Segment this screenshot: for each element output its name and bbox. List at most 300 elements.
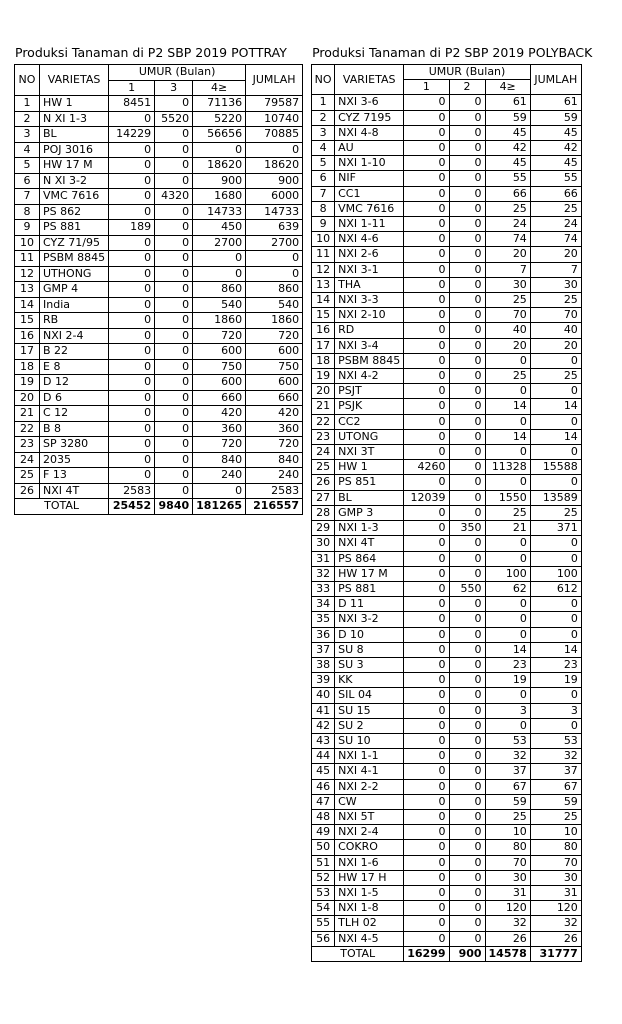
row-age-value: 25 [485,809,530,824]
row-age-value: 0 [449,809,485,824]
row-age-value: 0 [155,437,193,453]
row-varietas: RB [40,313,109,329]
row-jumlah: 420 [246,406,303,422]
table-row [312,460,582,475]
row-age-value: 42 [485,141,530,156]
row-age-value: 30 [485,277,530,292]
row-number: 19 [15,375,40,391]
row-age-value: 14 [485,399,530,414]
table-row [15,297,303,313]
row-age-value: 0 [109,390,155,406]
row-age-value: 0 [404,703,449,718]
row-age-value: 0 [449,597,485,612]
pottray-section [14,46,303,515]
row-number: 27 [312,490,335,505]
col-header-age-3: 3 [155,80,193,96]
row-age-value: 600 [193,375,246,391]
row-age-value: 55 [485,171,530,186]
row-age-value: 71136 [193,96,246,112]
row-age-value: 660 [193,390,246,406]
table-row [312,794,582,809]
row-varietas: NIF [335,171,404,186]
row-age-value: 0 [404,171,449,186]
row-age-value: 8451 [109,96,155,112]
row-varietas: HW 17 M [40,158,109,174]
table-row [15,406,303,422]
table-row [312,718,582,733]
table-row [312,688,582,703]
row-number: 7 [312,186,335,201]
row-age-value: 0 [404,262,449,277]
row-age-value: 14 [485,642,530,657]
row-jumlah: 25 [530,201,581,216]
row-age-value: 5520 [155,111,193,127]
row-jumlah: 360 [246,421,303,437]
row-number: 4 [15,142,40,158]
row-jumlah: 18620 [246,158,303,174]
row-number: 7 [15,189,40,205]
row-age-value: 10 [485,825,530,840]
row-age-value: 0 [404,916,449,931]
header-row [15,65,303,81]
row-number: 22 [312,414,335,429]
row-age-value: 0 [449,794,485,809]
row-jumlah: 70 [530,308,581,323]
row-number: 4 [312,141,335,156]
row-age-value: 19 [485,673,530,688]
row-age-value: 0 [449,399,485,414]
row-varietas: CYZ 7195 [335,110,404,125]
row-age-value: 0 [404,673,449,688]
row-varietas: COKRO [335,840,404,855]
row-number: 1 [312,95,335,110]
row-jumlah: 720 [246,328,303,344]
row-jumlah: 720 [246,437,303,453]
row-number: 24 [312,445,335,460]
row-age-value: 750 [193,359,246,375]
col-header-umur-group: UMUR (Bulan) [404,65,531,80]
row-age-value: 0 [449,460,485,475]
row-jumlah: 0 [530,597,581,612]
row-age-value: 0 [404,293,449,308]
table-row [312,612,582,627]
row-age-value: 0 [404,566,449,581]
row-number: 12 [15,266,40,282]
row-age-value: 0 [404,308,449,323]
row-age-value: 900 [193,173,246,189]
row-age-value: 0 [109,251,155,267]
row-varietas: PS 862 [40,204,109,220]
row-number: 16 [15,328,40,344]
pottray-title: Produksi Tanaman di P2 SBP 2019 POTTRAY [15,45,287,60]
polyback-section [311,46,592,962]
row-age-value: 0 [449,916,485,931]
table-row [15,421,303,437]
table-row [312,870,582,885]
row-varietas: VMC 7616 [335,201,404,216]
row-age-value: 240 [193,468,246,484]
col-header-age-2: 2 [449,80,485,95]
row-age-value: 0 [449,262,485,277]
row-age-value: 0 [404,414,449,429]
row-age-value: 25 [485,293,530,308]
row-age-value: 0 [449,414,485,429]
polyback-table-body [312,95,582,962]
table-row [312,536,582,551]
row-age-value: 0 [449,855,485,870]
total-age-value: 16299 [404,946,449,961]
row-age-value: 5220 [193,111,246,127]
row-age-value: 0 [485,536,530,551]
table-row [312,521,582,536]
row-age-value: 0 [155,142,193,158]
row-varietas: C 12 [40,406,109,422]
row-varietas: NXI 3T [335,445,404,460]
row-age-value: 0 [404,521,449,536]
row-varietas: NXI 4-5 [335,931,404,946]
row-age-value: 550 [449,581,485,596]
table-row [312,445,582,460]
row-number: 17 [15,344,40,360]
table-row [312,505,582,520]
row-age-value: 0 [449,323,485,338]
table-row [312,110,582,125]
row-age-value: 0 [449,384,485,399]
row-jumlah: 70885 [246,127,303,143]
row-jumlah: 20 [530,338,581,353]
row-age-value: 0 [449,688,485,703]
row-varietas: NXI 1-3 [335,521,404,536]
row-age-value: 66 [485,186,530,201]
row-age-value: 0 [404,232,449,247]
row-jumlah: 10 [530,825,581,840]
row-age-value: 0 [404,445,449,460]
row-age-value: 0 [449,566,485,581]
row-varietas: NXI 4-8 [335,125,404,140]
row-varietas: NXI 1-10 [335,156,404,171]
row-jumlah: 6000 [246,189,303,205]
total-age-value: 14578 [485,946,530,961]
row-age-value: 0 [449,673,485,688]
row-varietas: SIL 04 [335,688,404,703]
row-age-value: 0 [109,437,155,453]
table-row [312,764,582,779]
row-jumlah: 24 [530,217,581,232]
polyback-table [311,64,582,962]
row-number: 9 [15,220,40,236]
row-number: 51 [312,855,335,870]
table-row [312,490,582,505]
row-age-value: 0 [155,204,193,220]
row-varietas: NXI 5T [335,809,404,824]
table-row [15,251,303,267]
row-number: 16 [312,323,335,338]
table-row [15,282,303,298]
row-age-value: 1550 [485,490,530,505]
row-varietas: BL [335,490,404,505]
row-age-value: 0 [155,127,193,143]
row-age-value: 62 [485,581,530,596]
row-age-value: 23 [485,657,530,672]
row-jumlah: 10740 [246,111,303,127]
row-varietas: NXI 3-4 [335,338,404,353]
row-varietas: N XI 3-2 [40,173,109,189]
row-age-value: 0 [193,266,246,282]
row-age-value: 0 [449,201,485,216]
row-jumlah: 2583 [246,483,303,499]
row-jumlah: 25 [530,293,581,308]
row-number: 14 [15,297,40,313]
row-varietas: NXI 3-2 [335,612,404,627]
row-age-value: 0 [155,266,193,282]
row-number: 30 [312,536,335,551]
row-jumlah: 42 [530,141,581,156]
table-row [15,313,303,329]
row-jumlah: 0 [530,536,581,551]
table-row [312,703,582,718]
row-age-value: 0 [449,703,485,718]
row-age-value: 0 [404,247,449,262]
table-row [312,217,582,232]
row-age-value: 0 [449,642,485,657]
row-varietas: BL [40,127,109,143]
row-age-value: 70 [485,308,530,323]
total-label: TOTAL [15,499,109,515]
row-varietas: SU 2 [335,718,404,733]
table-row [312,414,582,429]
row-number: 13 [312,277,335,292]
row-varietas: NXI 3-3 [335,293,404,308]
row-number: 20 [15,390,40,406]
row-age-value: 0 [404,885,449,900]
row-age-value: 14733 [193,204,246,220]
row-number: 56 [312,931,335,946]
row-age-value: 0 [449,718,485,733]
row-varietas: NXI 4T [40,483,109,499]
table-row [312,323,582,338]
row-age-value: 0 [404,688,449,703]
row-jumlah: 20 [530,247,581,262]
row-number: 11 [15,251,40,267]
row-varietas: NXI 1-6 [335,855,404,870]
row-age-value: 0 [109,406,155,422]
table-row [312,262,582,277]
row-jumlah: 26 [530,931,581,946]
row-age-value: 25 [485,505,530,520]
table-row [312,156,582,171]
row-age-value: 0 [155,220,193,236]
row-age-value: 4260 [404,460,449,475]
row-varietas: N XI 1-3 [40,111,109,127]
row-jumlah: 0 [530,551,581,566]
row-age-value: 120 [485,901,530,916]
row-number: 45 [312,764,335,779]
row-number: 26 [15,483,40,499]
table-row [312,809,582,824]
row-number: 9 [312,217,335,232]
row-jumlah: 13589 [530,490,581,505]
row-varietas: SU 10 [335,733,404,748]
row-age-value: 0 [404,627,449,642]
row-jumlah: 59 [530,110,581,125]
row-jumlah: 55 [530,171,581,186]
row-age-value: 0 [449,749,485,764]
table-row [15,390,303,406]
row-jumlah: 32 [530,749,581,764]
row-age-value: 0 [109,111,155,127]
table-row [312,171,582,186]
row-age-value: 0 [485,551,530,566]
row-varietas: NXI 1-8 [335,901,404,916]
row-age-value: 0 [449,247,485,262]
row-age-value: 45 [485,156,530,171]
row-age-value: 0 [155,468,193,484]
row-age-value: 40 [485,323,530,338]
row-jumlah: 840 [246,452,303,468]
row-number: 41 [312,703,335,718]
row-age-value: 0 [449,95,485,110]
row-number: 6 [312,171,335,186]
total-jumlah: 216557 [246,499,303,515]
table-row [15,189,303,205]
row-varietas: SP 3280 [40,437,109,453]
row-age-value: 0 [449,429,485,444]
row-varietas: HW 1 [40,96,109,112]
row-varietas: 2035 [40,452,109,468]
row-number: 3 [15,127,40,143]
row-age-value: 2700 [193,235,246,251]
table-row [312,369,582,384]
table-row [312,551,582,566]
row-age-value: 0 [449,901,485,916]
row-age-value: 0 [404,110,449,125]
row-varietas: TLH 02 [335,916,404,931]
table-row [15,173,303,189]
row-jumlah: 37 [530,764,581,779]
row-age-value: 0 [449,156,485,171]
table-row [15,111,303,127]
row-varietas: PS 851 [335,475,404,490]
row-age-value: 0 [449,445,485,460]
total-age-value: 9840 [155,499,193,515]
row-jumlah: 14 [530,399,581,414]
row-age-value: 0 [449,551,485,566]
row-jumlah: 3 [530,703,581,718]
row-number: 46 [312,779,335,794]
row-age-value: 0 [404,186,449,201]
table-row [312,277,582,292]
row-age-value: 0 [404,718,449,733]
row-age-value: 0 [449,779,485,794]
row-varietas: RD [335,323,404,338]
row-age-value: 0 [404,749,449,764]
row-jumlah: 660 [246,390,303,406]
col-header-umur-group: UMUR (Bulan) [109,65,246,81]
row-age-value: 32 [485,749,530,764]
row-number: 53 [312,885,335,900]
row-jumlah: 66 [530,186,581,201]
row-age-value: 0 [449,308,485,323]
row-varietas: D 12 [40,375,109,391]
row-varietas: PSBM 8845 [40,251,109,267]
row-age-value: 0 [449,490,485,505]
row-jumlah: 0 [530,612,581,627]
row-varietas: NXI 1-1 [335,749,404,764]
row-varietas: GMP 3 [335,505,404,520]
row-varietas: PSBM 8845 [335,353,404,368]
row-age-value: 0 [485,384,530,399]
row-age-value: 0 [449,293,485,308]
row-number: 15 [15,313,40,329]
row-age-value: 0 [485,612,530,627]
row-age-value: 0 [155,282,193,298]
row-jumlah: 100 [530,566,581,581]
row-age-value: 14 [485,429,530,444]
row-number: 21 [15,406,40,422]
row-age-value: 0 [404,764,449,779]
row-age-value: 59 [485,794,530,809]
row-age-value: 0 [404,217,449,232]
row-jumlah: 612 [530,581,581,596]
row-varietas: NXI 4T [335,536,404,551]
row-age-value: 18620 [193,158,246,174]
row-number: 14 [312,293,335,308]
row-age-value: 0 [404,369,449,384]
row-jumlah: 14733 [246,204,303,220]
total-label: TOTAL [312,946,404,961]
row-jumlah: 14 [530,642,581,657]
row-varietas: POJ 3016 [40,142,109,158]
row-age-value: 0 [155,328,193,344]
row-varietas: AU [335,141,404,156]
row-age-value: 59 [485,110,530,125]
row-jumlah: 23 [530,657,581,672]
row-jumlah: 74 [530,232,581,247]
row-varietas: PSJK [335,399,404,414]
row-number: 35 [312,612,335,627]
row-age-value: 0 [109,452,155,468]
row-age-value: 25 [485,369,530,384]
row-age-value: 840 [193,452,246,468]
total-row [15,499,303,515]
row-number: 38 [312,657,335,672]
row-age-value: 0 [193,483,246,499]
row-age-value: 0 [109,328,155,344]
row-jumlah: 80 [530,840,581,855]
row-varietas: NXI 4-6 [335,232,404,247]
row-varietas: GMP 4 [40,282,109,298]
table-row [15,468,303,484]
table-row [312,338,582,353]
table-row [15,328,303,344]
table-row [312,885,582,900]
row-varietas: D 11 [335,597,404,612]
row-age-value: 0 [449,338,485,353]
row-number: 36 [312,627,335,642]
row-age-value: 600 [193,344,246,360]
row-number: 31 [312,551,335,566]
table-row [312,916,582,931]
row-number: 25 [312,460,335,475]
row-varietas: CC2 [335,414,404,429]
total-row [312,946,582,961]
row-age-value: 0 [404,612,449,627]
row-age-value: 0 [109,158,155,174]
row-age-value: 0 [485,688,530,703]
row-number: 39 [312,673,335,688]
row-number: 42 [312,718,335,733]
row-varietas: NXI 1-5 [335,885,404,900]
